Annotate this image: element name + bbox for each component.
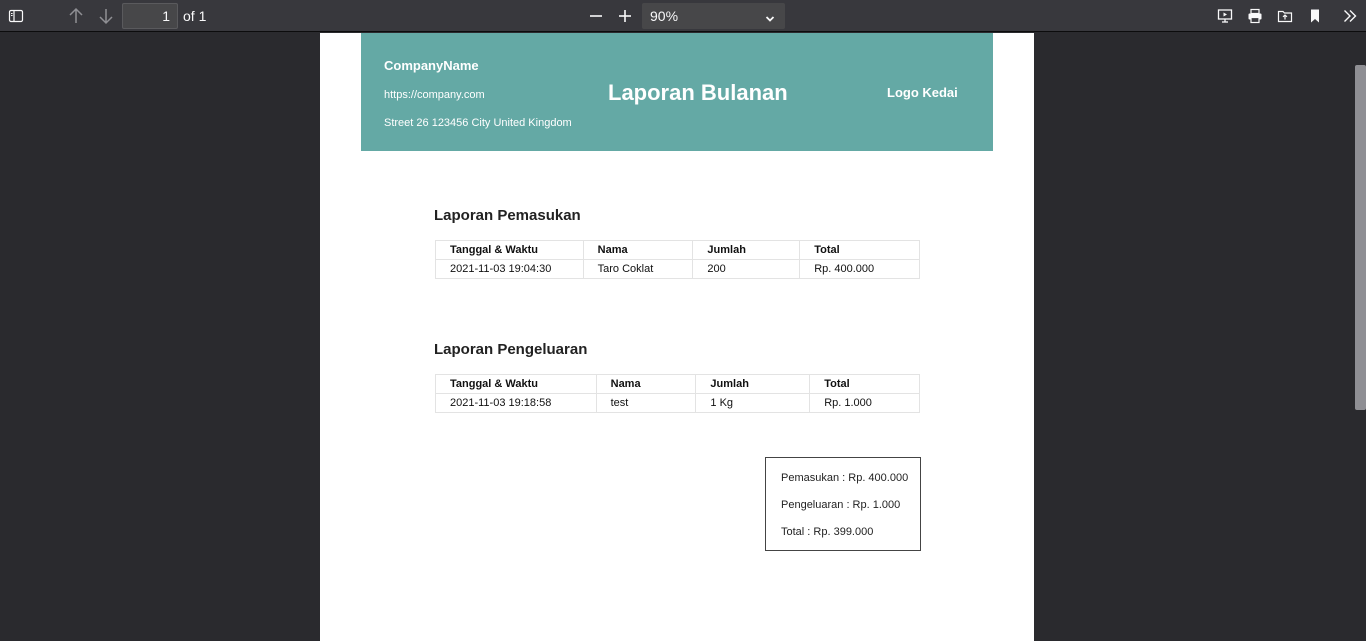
summary-total: Total : Rp. 399.000: [781, 526, 874, 538]
page-number-input[interactable]: [122, 3, 178, 29]
expense-section-title: Laporan Pengeluaran: [434, 341, 588, 358]
summary-expense: Pengeluaran : Rp. 1.000: [781, 499, 901, 511]
table-cell: Rp. 1.000: [810, 394, 920, 413]
arrow-down-icon[interactable]: [94, 4, 118, 28]
column-header: Jumlah: [696, 375, 810, 394]
summary-income: Pemasukan : Rp. 400.000: [781, 472, 909, 484]
table-cell: 2021-11-03 19:04:30: [436, 260, 584, 279]
company-name: CompanyName: [384, 58, 479, 73]
table-cell: 200: [693, 260, 800, 279]
table-header-row: [436, 375, 920, 394]
pdf-page: [320, 33, 1034, 641]
column-header: Jumlah: [693, 241, 800, 260]
zoom-out-icon[interactable]: [584, 4, 608, 28]
double-chevron-right-icon[interactable]: [1338, 4, 1362, 28]
arrow-up-icon[interactable]: [64, 4, 88, 28]
company-address: Street 26 123456 City United Kingdom: [384, 117, 572, 129]
bookmark-icon[interactable]: [1303, 4, 1327, 28]
table-cell: Taro Coklat: [583, 260, 693, 279]
zoom-select[interactable]: [642, 3, 785, 29]
company-url: https://company.com: [384, 89, 485, 101]
summary-box: [765, 457, 921, 551]
logo-placeholder: Logo Kedai: [887, 85, 958, 100]
report-header: [361, 33, 993, 151]
zoom-value: 90%: [650, 8, 679, 24]
sidebar-toggle-icon[interactable]: [4, 4, 28, 28]
pdf-toolbar: [0, 0, 1366, 32]
presentation-icon[interactable]: [1213, 4, 1237, 28]
print-icon[interactable]: [1243, 4, 1267, 28]
page-count-label: of 1: [183, 8, 207, 24]
open-file-icon[interactable]: [1273, 4, 1297, 28]
table-cell: 1 Kg: [696, 394, 810, 413]
income-table: [435, 240, 920, 279]
column-header: Nama: [583, 241, 693, 260]
column-header: Tanggal & Waktu: [436, 375, 597, 394]
table-cell: test: [596, 394, 696, 413]
vertical-scrollbar[interactable]: [1354, 33, 1366, 641]
table-header-row: [436, 241, 920, 260]
table-row: [436, 260, 920, 279]
chevron-down-icon: [765, 11, 775, 27]
income-section-title: Laporan Pemasukan: [434, 207, 581, 224]
column-header: Total: [800, 241, 920, 260]
table-cell: Rp. 400.000: [800, 260, 920, 279]
column-header: Nama: [596, 375, 696, 394]
table-cell: 2021-11-03 19:18:58: [436, 394, 597, 413]
zoom-in-icon[interactable]: [613, 4, 637, 28]
report-title: Laporan Bulanan: [608, 80, 788, 105]
column-header: Total: [810, 375, 920, 394]
table-row: [436, 394, 920, 413]
expense-table: [435, 374, 920, 413]
column-header: Tanggal & Waktu: [436, 241, 584, 260]
scrollbar-thumb[interactable]: [1355, 65, 1366, 410]
